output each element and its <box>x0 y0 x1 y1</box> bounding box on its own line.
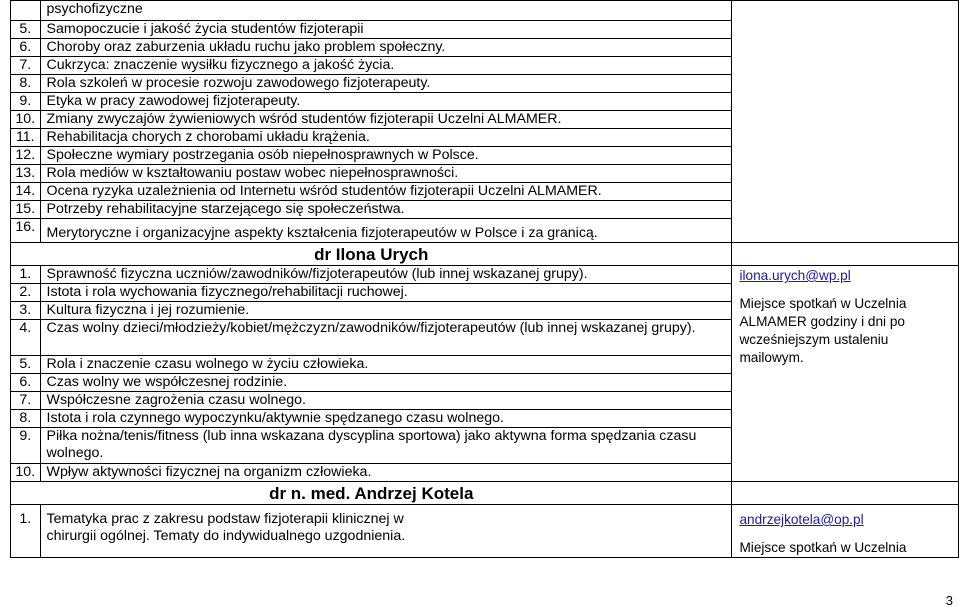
item-text: Rola szkoleń w procesie rozwoju zawodowego fizjoterapeuty. <box>40 75 732 93</box>
table-row <box>11 482 959 505</box>
item-number: 2. <box>11 284 41 302</box>
item-text: Choroby oraz zaburzenia układu ruchu jako problem społeczny. <box>40 39 732 57</box>
item-text: Rola i znaczenie czasu wolnego w życiu człowieka. <box>40 356 732 374</box>
item-text: Ocena ryzyka uzależnienia od Internetu wśród studentów fizjoterapii Uczelni ALMAMER. <box>40 183 732 201</box>
item-number: 15. <box>11 201 41 219</box>
contact-cell <box>732 266 959 482</box>
meeting-note: Miejsce spotkań w Uczelnia <box>739 540 907 555</box>
item-number: 14. <box>11 183 41 201</box>
item-text: Rola mediów w kształtowaniu postaw wobec niepełnosprawności. <box>40 165 732 183</box>
item-number: 16. <box>11 219 41 243</box>
item-number: 10. <box>11 464 41 482</box>
item-number: 3. <box>11 302 41 320</box>
item-text: Etyka w pracy zawodowej fizjoterapeuty. <box>40 93 732 111</box>
item-text: Czas wolny we współczesnej rodzinie. <box>40 374 732 392</box>
item-number: 9. <box>11 428 41 464</box>
item-text: Samopoczucie i jakość życia studentów fizjoterapii <box>40 21 732 39</box>
item-number: 4. <box>11 320 41 356</box>
item-text: Zmiany zwyczajów żywieniowych wśród studentów fizjoterapii Uczelni ALMAMER. <box>40 111 732 129</box>
item-text: Istota i rola wychowania fizycznego/rehabilitacji ruchowej. <box>40 284 732 302</box>
item-number: 12. <box>11 147 41 165</box>
item-text: Kultura fizyczna i jej rozumienie. <box>40 302 732 320</box>
item-number: 6. <box>11 374 41 392</box>
email-link[interactable]: andrzejkotela@op.pl <box>739 512 864 527</box>
item-text: psychofizyczne <box>40 1 732 21</box>
meeting-note: Miejsce spotkań w Uczelnia ALMAMER godziny i dni po wcześniejszym ustaleniu mailowym. <box>739 296 907 365</box>
item-number: 9. <box>11 93 41 111</box>
item-text: Merytoryczne i organizacyjne aspekty kształcenia fizjoterapeutów w Polsce i za granicą. <box>40 219 732 243</box>
item-text: Współczesne zagrożenia czasu wolnego. <box>40 392 732 410</box>
item-number: 10. <box>11 111 41 129</box>
contact-cell <box>732 505 959 558</box>
email-link[interactable]: ilona.urych@wp.pl <box>739 268 851 283</box>
item-text: Cukrzyca: znaczenie wysiłku fizycznego a jakość życia. <box>40 57 732 75</box>
item-text: Potrzeby rehabilitacyjne starzejącego się społeczeństwa. <box>40 201 732 219</box>
item-number: 8. <box>11 75 41 93</box>
table-row <box>11 266 959 284</box>
item-text: Tematyka prac z zakresu podstaw fizjoterapii klinicznej w chirurgii ogólnej. Tematy do indywidualnego uzgodnienia. <box>40 505 732 558</box>
blank-cell <box>732 482 959 505</box>
item-number: 5. <box>11 356 41 374</box>
blank-cell <box>732 243 959 266</box>
item-text: Piłka nożna/tenis/fitness (lub inna wskazana dyscyplina sportowa) jako aktywna forma spędzania czasu wolnego. <box>40 428 732 464</box>
table-row <box>11 505 959 558</box>
item-number <box>11 1 41 21</box>
item-number: 1. <box>11 505 41 558</box>
item-text: Istota i rola czynnego wypoczynku/aktywnie spędzanego czasu wolnego. <box>40 410 732 428</box>
topics-table <box>10 0 959 558</box>
item-number: 6. <box>11 39 41 57</box>
table-row <box>11 243 959 266</box>
item-number: 13. <box>11 165 41 183</box>
item-text: Rehabilitacja chorych z chorobami układu krążenia. <box>40 129 732 147</box>
item-number: 1. <box>11 266 41 284</box>
table-row <box>11 1 959 21</box>
page-number: 3 <box>945 593 953 608</box>
section-heading: dr n. med. Andrzej Kotela <box>11 482 732 505</box>
item-text: Wpływ aktywności fizycznej na organizm człowieka. <box>40 464 732 482</box>
item-number: 11. <box>11 129 41 147</box>
item-text: Sprawność fizyczna uczniów/zawodników/fizjoterapeutów (lub innej wskazanej grupy). <box>40 266 732 284</box>
item-number: 7. <box>11 57 41 75</box>
item-number: 8. <box>11 410 41 428</box>
item-text: Społeczne wymiary postrzegania osób niepełnosprawnych w Polsce. <box>40 147 732 165</box>
blank-cell <box>732 1 959 243</box>
item-number: 7. <box>11 392 41 410</box>
item-number: 5. <box>11 21 41 39</box>
section-heading: dr Ilona Urych <box>11 243 732 266</box>
item-text: Czas wolny dzieci/młodzieży/kobiet/mężczyzn/zawodników/fizjoterapeutów (lub innej wskazanej grupy). <box>40 320 732 356</box>
